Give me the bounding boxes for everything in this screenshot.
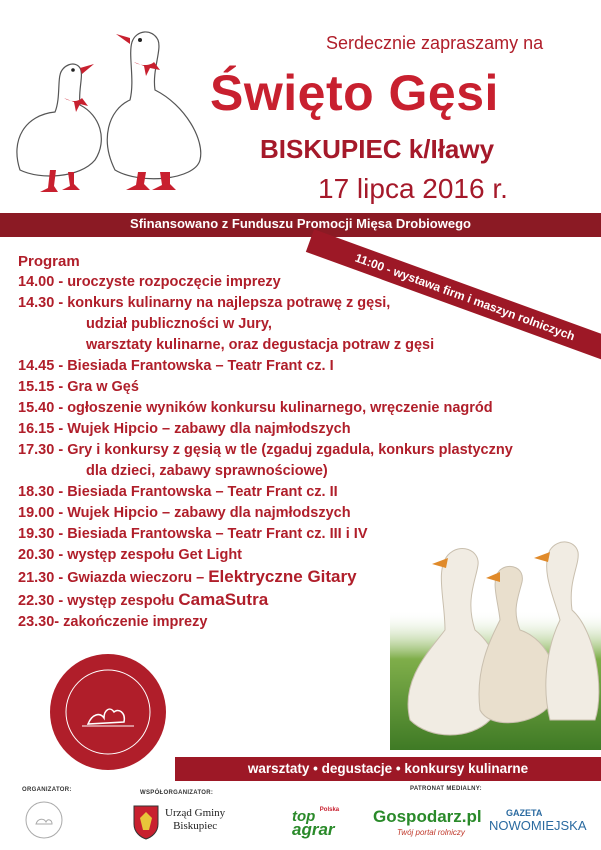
gazeta-logo-bottom: NOWOMIEJSKA: [489, 818, 587, 833]
program-item: 20.30 - występ zespołu Get Light: [18, 547, 243, 563]
coorganizer-name: Urząd Gminy Biskupiec: [165, 807, 226, 832]
gospodarz-logo: Gospodarz.pl: [373, 807, 482, 826]
association-emblem: [48, 652, 168, 772]
gazeta-logo-top: GAZETA: [506, 808, 543, 818]
organizer-logo: [24, 800, 64, 840]
program-item: 14.45 - Biesiada Frantowska – Teatr Frant cz. I: [18, 358, 334, 374]
event-date: 17 lipca 2016 r.: [318, 173, 508, 204]
program-heading: Program: [18, 253, 80, 270]
funding-banner-text: Sfinansowano z Funduszu Promocji Mięsa Drobiowego: [130, 216, 471, 231]
event-title: Święto Gęsi: [210, 65, 499, 121]
coat-of-arms-icon: [132, 804, 160, 840]
coorganizer-label: WSPÓŁORGANIZATOR:: [140, 790, 214, 796]
program-item: 14.00 - uroczyste rozpoczęcie imprezy: [18, 274, 281, 290]
program-item: 14.30 - konkurs kulinarny na najlepsza potrawę z gęsi, udział publiczności w Jury, warsztaty kulinarne, oraz degustacja potraw z gęsi: [18, 293, 601, 356]
program-item: 23.30- zakończenie imprezy: [18, 614, 208, 630]
activities-strip: [175, 757, 601, 781]
geese-photo: [390, 520, 601, 750]
diagonal-banner-text: 11:00 - wystawa firm i maszyn rolniczych: [353, 250, 577, 344]
program-highlight: Elektryczne Gitary: [208, 567, 357, 586]
gospodarz-tagline: Twój portal rolniczy: [397, 828, 465, 837]
program-item: 18.30 - Biesiada Frantowska – Teatr Frant cz. II: [18, 484, 338, 500]
activities-strip-text: warsztaty • degustacje • konkursy kulinarne: [247, 761, 529, 776]
invite-text: Serdecznie zapraszamy na: [326, 33, 544, 53]
event-place: BISKUPIEC k/Iławy: [260, 134, 495, 164]
top-agrar-logo: top $^{Polska}$ agrar: [292, 807, 340, 839]
cartoon-geese-illustration: [0, 20, 240, 195]
program-item: 15.40 - ogłoszenie wyników konkursu kulinarnego, wręczenie nagród: [18, 400, 493, 416]
program-item: 22.30 - występ zespołu CamaSutra: [18, 590, 269, 609]
media-patron-label: PATRONAT MEDIALNY:: [410, 786, 482, 792]
program-highlight: CamaSutra: [178, 590, 269, 609]
program-item: 16.15 - Wujek Hipcio – zabawy dla najmłodszych: [18, 421, 351, 437]
program-item: 21.30 - Gwiazda wieczoru – Elektryczne Gitary: [18, 567, 357, 586]
program-item: 19.30 - Biesiada Frantowska – Teatr Frant cz. III i IV: [18, 526, 368, 542]
program-item-continuation: warsztaty kulinarne, oraz degustacja potraw z gęsi: [86, 337, 435, 353]
program-item-continuation: udział publiczności w Jury,: [86, 316, 272, 332]
organizer-label: ORGANIZATOR:: [22, 787, 72, 793]
program-item-continuation: dla dzieci, zabawy sprawnościowe): [86, 463, 328, 479]
program-item: 15.15 - Gra w Gęś: [18, 379, 139, 395]
program-item: 17.30 - Gry i konkursy z gęsią w tle (zgaduj zgadula, konkurs plastyczny dla dzieci, zabawy sprawnościowe): [18, 440, 601, 482]
program-item: 19.00 - Wujek Hipcio – zabawy dla najmłodszych: [18, 505, 351, 521]
